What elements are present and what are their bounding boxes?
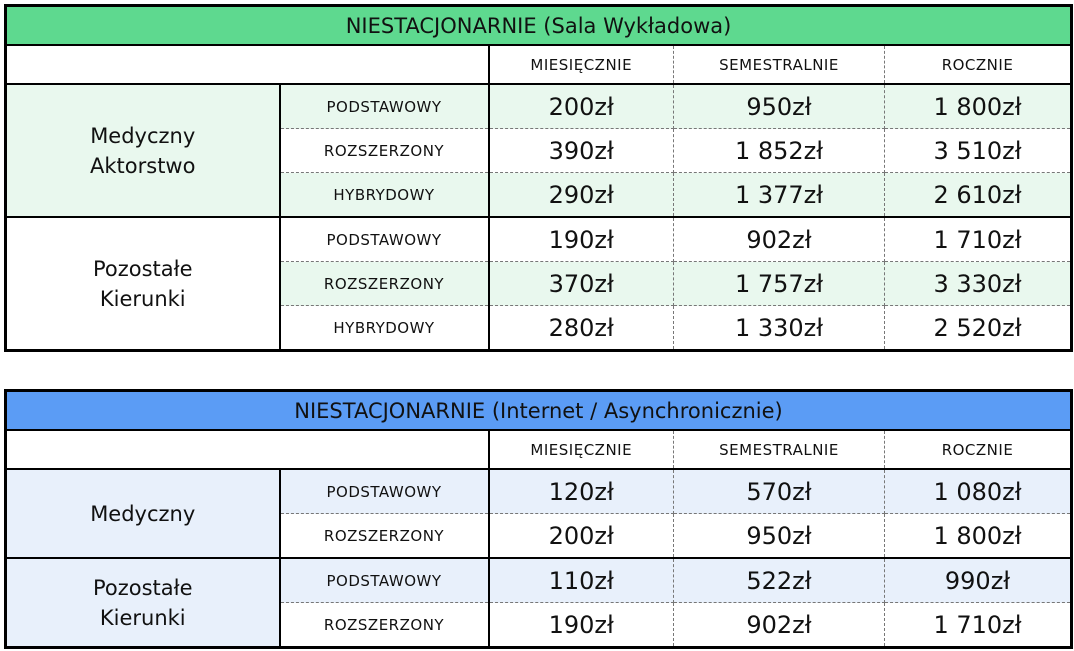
price-yearly: 1 080zł: [885, 469, 1072, 514]
group-label-line: Kierunki: [99, 286, 186, 311]
price-yearly: 3 510zł: [885, 129, 1072, 173]
price-monthly: 200zł: [489, 514, 674, 559]
table-row: [6, 469, 1072, 514]
group-label-line: Aktorstwo: [90, 153, 196, 178]
group-label-line: Pozostałe: [92, 256, 193, 281]
group-label: [6, 558, 280, 648]
price-semester: 950zł: [674, 514, 885, 559]
group-label-line: Medyczny: [90, 501, 196, 526]
group-label: [6, 217, 280, 351]
price-semester: 950zł: [674, 84, 885, 129]
price-semester: 902zł: [674, 603, 885, 648]
table-row: [6, 558, 1072, 603]
price-yearly: 1 800zł: [885, 84, 1072, 129]
price-monthly: 290zł: [489, 173, 674, 218]
price-monthly: 190zł: [489, 217, 674, 262]
group-label-line: Pozostałe: [92, 575, 193, 600]
tier-label: ROZSZERZONY: [280, 262, 489, 306]
column-header-semester: SEMESTRALNIE: [674, 45, 885, 84]
tier-label: ROZSZERZONY: [280, 129, 489, 173]
price-semester: 902zł: [674, 217, 885, 262]
tier-label: HYBRYDOWY: [280, 173, 489, 218]
group-label-line: Medyczny: [90, 123, 196, 148]
table-title: NIESTACJONARNIE (Sala Wykładowa): [6, 6, 1072, 46]
column-header-monthly: MIESIĘCZNIE: [489, 430, 674, 469]
price-yearly: 1 800zł: [885, 514, 1072, 559]
group-label-line: Kierunki: [99, 605, 186, 630]
column-header-yearly: ROCZNIE: [885, 430, 1072, 469]
price-yearly: 3 330zł: [885, 262, 1072, 306]
price-monthly: 370zł: [489, 262, 674, 306]
price-semester: 1 852zł: [674, 129, 885, 173]
price-yearly: 1 710zł: [885, 217, 1072, 262]
tier-label: PODSTAWOWY: [280, 217, 489, 262]
price-yearly: 2 520zł: [885, 306, 1072, 351]
price-monthly: 190zł: [489, 603, 674, 648]
price-semester: 1 330zł: [674, 306, 885, 351]
header-blank: [6, 430, 489, 469]
header-blank: [6, 45, 489, 84]
table-title: NIESTACJONARNIE (Internet / Asynchronicznie): [6, 391, 1072, 431]
table-row: [6, 217, 1072, 262]
price-monthly: 120zł: [489, 469, 674, 514]
price-semester: 570zł: [674, 469, 885, 514]
price-yearly: 1 710zł: [885, 603, 1072, 648]
tier-label: PODSTAWOWY: [280, 469, 489, 514]
price-monthly: 200zł: [489, 84, 674, 129]
group-label: [6, 84, 280, 217]
tier-label: ROZSZERZONY: [280, 603, 489, 648]
price-semester: 1 377zł: [674, 173, 885, 218]
tier-label: HYBRYDOWY: [280, 306, 489, 351]
price-semester: 1 757zł: [674, 262, 885, 306]
column-header-monthly: MIESIĘCZNIE: [489, 45, 674, 84]
price-table-lecture-hall: [4, 4, 1073, 352]
column-header-semester: SEMESTRALNIE: [674, 430, 885, 469]
price-monthly: 280zł: [489, 306, 674, 351]
tier-label: PODSTAWOWY: [280, 558, 489, 603]
tier-label: ROZSZERZONY: [280, 514, 489, 559]
tier-label: PODSTAWOWY: [280, 84, 489, 129]
price-monthly: 110zł: [489, 558, 674, 603]
price-semester: 522zł: [674, 558, 885, 603]
table-row: [6, 84, 1072, 129]
column-header-yearly: ROCZNIE: [885, 45, 1072, 84]
price-yearly: 2 610zł: [885, 173, 1072, 218]
price-table-online: [4, 389, 1073, 649]
group-label: [6, 469, 280, 558]
price-yearly: 990zł: [885, 558, 1072, 603]
price-monthly: 390zł: [489, 129, 674, 173]
